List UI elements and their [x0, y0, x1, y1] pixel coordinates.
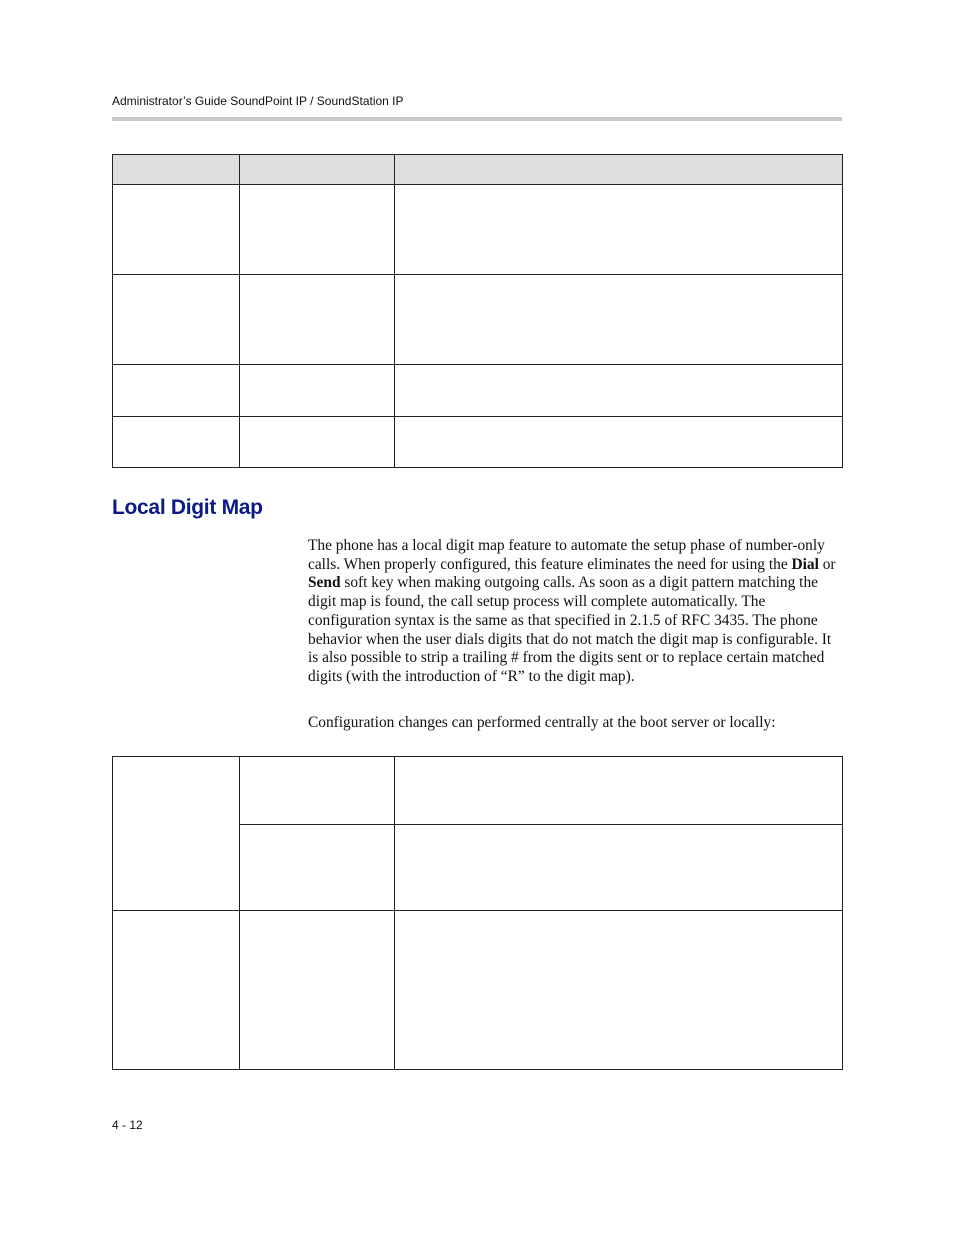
table-cell: [240, 825, 395, 911]
table-cell: [395, 275, 843, 365]
page-number: 4 - 12: [112, 1118, 143, 1132]
text-run: or: [818, 555, 836, 573]
table-header-cell: [240, 155, 395, 185]
table-cell: [395, 825, 843, 911]
table-header-cell: [395, 155, 843, 185]
table-row: [113, 417, 843, 468]
table-cell: [395, 185, 843, 275]
text-run: The phone has a local digit map feature to automate the setup phase of number-only calls. When properly configured, this feature eliminates the need for using the: [308, 537, 825, 573]
table-cell: [395, 365, 843, 417]
configuration-intro: Configuration changes can performed centrally at the boot server or locally:: [308, 714, 776, 731]
table-cell: [395, 757, 843, 825]
send-soft-key-label: Send: [308, 574, 341, 592]
table-cell: [113, 185, 240, 275]
table-cell: [240, 757, 395, 825]
table-cell-merged: [113, 757, 240, 911]
table-row: [113, 275, 843, 365]
table-header-row: [113, 155, 843, 185]
configuration-table-top: [112, 154, 843, 468]
table-cell: [113, 911, 240, 1070]
digit-map-description: [308, 537, 842, 687]
table-header-cell: [113, 155, 240, 185]
table-cell: [240, 275, 395, 365]
table-cell: [395, 911, 843, 1070]
table-cell: [240, 417, 395, 468]
configuration-table-bottom: [112, 756, 843, 1070]
table-row: [113, 757, 843, 825]
table-cell: [113, 275, 240, 365]
table-cell: [240, 365, 395, 417]
table-row: [113, 365, 843, 417]
table-row: [113, 911, 843, 1070]
table-row: [113, 185, 843, 275]
table-cell: [113, 365, 240, 417]
header-rule: [112, 117, 842, 121]
table-cell: [240, 911, 395, 1070]
table-cell: [240, 185, 395, 275]
running-header: Administrator’s Guide SoundPoint IP / SoundStation IP: [112, 94, 404, 108]
table-cell: [113, 417, 240, 468]
table-cell: [395, 417, 843, 468]
section-heading: Local Digit Map: [112, 496, 263, 519]
text-run: soft key when making outgoing calls. As soon as a digit pattern matching the digit map is found, the call setup process will complete automatically. The configuration syntax is the same as that specified in 2.1.5 of RFC 3435. The phone behavior when the user dials digits that do not match the digit map is configurable. It is also possible to strip a trailing # from the digits sent or to replace certain matched digits (with the introduction of “R” to the digit map).: [308, 574, 832, 685]
dial-soft-key-label: Dial: [791, 555, 819, 573]
